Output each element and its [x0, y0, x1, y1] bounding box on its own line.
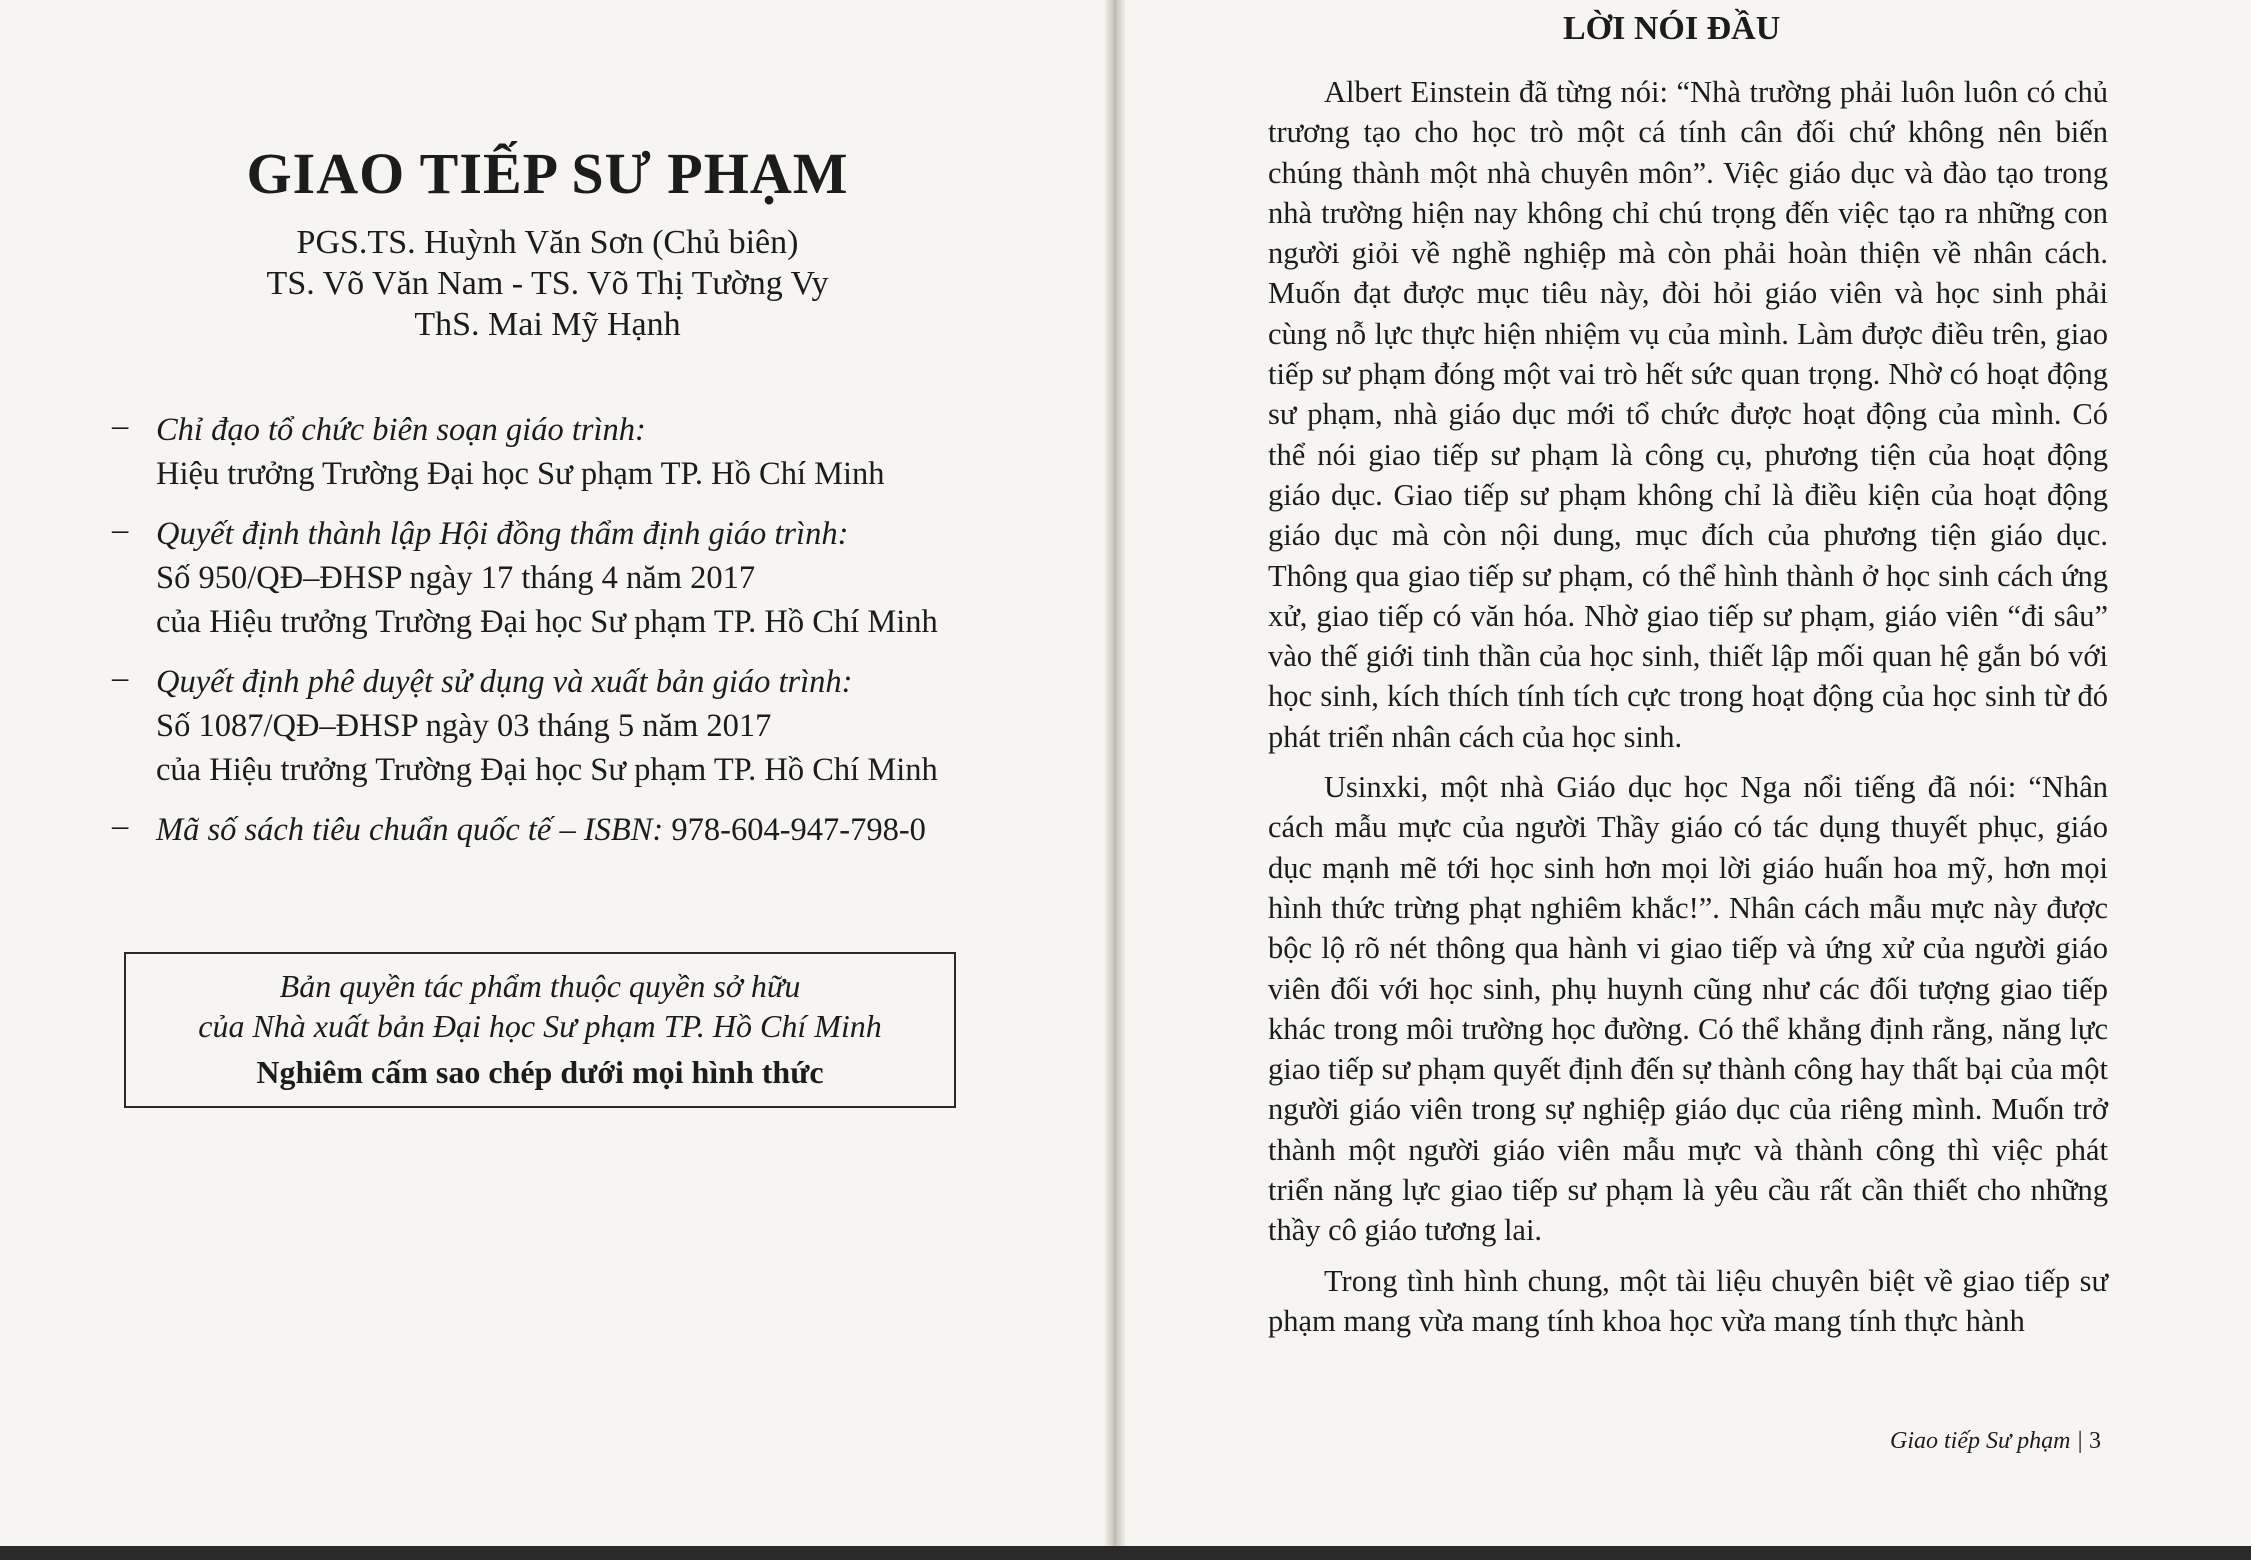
info-label: Quyết định phê duyệt sử dụng và xuất bản giáo trình:	[156, 664, 853, 700]
dash-bullet: –	[112, 512, 129, 548]
right-page	[1125, 0, 2251, 1560]
footer-separator: |	[2070, 1428, 2090, 1454]
info-label: Mã số sách tiêu chuẩn quốc tế – ISBN:	[156, 812, 664, 848]
info-label: Quyết định thành lập Hội đồng thẩm định giáo trình:	[156, 516, 849, 552]
isbn-value: 978-604-947-798-0	[663, 812, 926, 848]
info-label: Chỉ đạo tổ chức biên soạn giáo trình:	[156, 412, 646, 448]
info-item-direction	[112, 408, 1072, 496]
info-line: Số 1087/QĐ–ĐHSP ngày 03 tháng 5 năm 2017	[156, 708, 772, 744]
preface-paragraph: Albert Einstein đã từng nói: “Nhà trường phải luôn luôn có chủ trương tạo cho học trò một cá tính cân đối chứ không nên biến chúng thành một nhà chuyên môn”. Việc giáo dục và đào tạo trong nhà trường hiện nay không chỉ chú trọng đến việc tạo ra những con người giỏi về nghề nghiệp mà còn phải hoàn thiện về nhân cách. Muốn đạt được mục tiêu này, đòi hỏi giáo viên và học sinh phải cùng nỗ lực thực hiện nhiệm vụ của mình. Làm được điều trên, giao tiếp sư phạm đóng một vai trò hết sức quan trọng. Nhờ có hoạt động sư phạm, nhà giáo dục mới tổ chức được hoạt động của mình. Có thể nói giao tiếp sư phạm là công cụ, phương tiện của hoạt động giáo dục. Giao tiếp sư phạm không chỉ là điều kiện của hoạt động giáo dục mà còn nội dung, mục đích của phương tiện giáo dục. Thông qua giao tiếp sư phạm, có thể hình thành ở học sinh cách ứng xử, giao tiếp có văn hóa. Nhờ giao tiếp sư phạm, giáo viên “đi sâu” vào thế giới tinh thần của học sinh, thiết lập mối quan hệ gắn bó với học sinh, kích thích tính tích cực trong hoạt động của học sinh từ đó phát triển nhân cách của học sinh.	[1268, 75, 2108, 754]
preface-paragraph: Trong tình hình chung, một tài liệu chuyên biệt về giao tiếp sư phạm mang vừa mang tính khoa học vừa mang tính thực hành	[1268, 1263, 2108, 1338]
copyright-warning: Nghiêm cấm sao chép dưới mọi hình thức	[256, 1054, 824, 1090]
book-title: GIAO TIẾP SƯ PHẠM	[246, 141, 849, 206]
dash-bullet: –	[112, 408, 129, 444]
copyright-box	[124, 952, 956, 1108]
preface-body	[1268, 72, 2108, 1351]
copyright-line: Bản quyền tác phẩm thuộc quyền sở hữu	[279, 968, 801, 1004]
info-item-isbn	[112, 808, 1072, 852]
dash-bullet: –	[112, 808, 129, 844]
preface-heading: LỜI NÓI ĐẦU	[1563, 10, 1781, 47]
info-line: của Hiệu trưởng Trường Đại học Sư phạm TP. Hồ Chí Minh	[156, 752, 938, 788]
author-list	[0, 222, 1095, 345]
page-footer	[1890, 1428, 2101, 1455]
dash-bullet: –	[112, 660, 129, 696]
info-item-approval-decision	[112, 660, 1072, 792]
info-line: Số 950/QĐ–ĐHSP ngày 17 tháng 4 năm 2017	[156, 560, 756, 596]
info-line: Hiệu trưởng Trường Đại học Sư phạm TP. Hồ Chí Minh	[156, 456, 885, 492]
info-item-council-decision	[112, 512, 1072, 644]
footer-title: Giao tiếp Sư phạm	[1890, 1428, 2071, 1454]
copyright-line: của Nhà xuất bản Đại học Sư phạm TP. Hồ Chí Minh	[198, 1008, 882, 1044]
author-line: ThS. Mai Mỹ Hạnh	[414, 306, 681, 343]
author-line: PGS.TS. Huỳnh Văn Sơn (Chủ biên)	[296, 224, 799, 261]
book-gutter	[1105, 0, 1125, 1560]
info-line: của Hiệu trưởng Trường Đại học Sư phạm TP. Hồ Chí Minh	[156, 604, 938, 640]
publication-info	[112, 408, 1072, 868]
left-page	[0, 0, 1105, 1560]
page-number: 3	[2089, 1428, 2102, 1454]
preface-paragraph: Usinxki, một nhà Giáo dục học Nga nổi tiếng đã nói: “Nhân cách mẫu mực của người Thầy giáo có tác dụng thuyết phục, giáo dục mạnh mẽ tới học sinh hơn mọi lời giáo huấn hoa mỹ, hơn mọi hình thức trừng phạt nghiêm khắc!”. Nhân cách mẫu mực này được bộc lộ rõ nét thông qua hành vi giao tiếp và ứng xử của người giáo viên đối với học sinh, phụ huynh cũng như các đối tượng giao tiếp khác trong môi trường học đường. Có thể khẳng định rằng, năng lực giao tiếp sư phạm quyết định đến sự thành công hay thất bại của một người giáo viên trong sự nghiệp giáo dục của riêng mình. Muốn trở thành một người giáo viên mẫu mực và thành công thì việc phát triển năng lực giao tiếp sư phạm là yêu cầu rất cần thiết cho những thầy cô giáo tương lai.	[1268, 770, 2108, 1248]
author-line: TS. Võ Văn Nam - TS. Võ Thị Tường Vy	[266, 265, 829, 302]
scan-bottom-edge	[0, 1546, 2251, 1560]
